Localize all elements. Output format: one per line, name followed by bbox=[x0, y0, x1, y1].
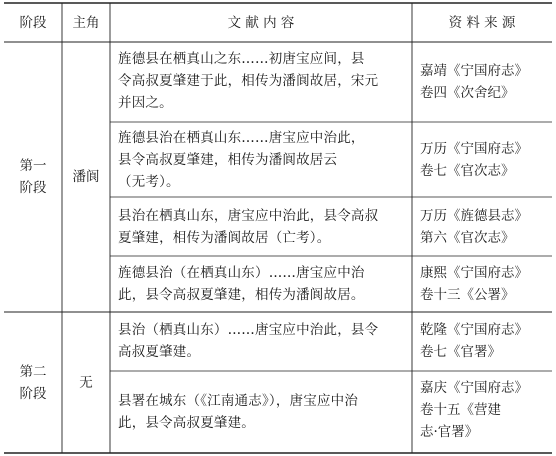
source-cell bbox=[412, 205, 552, 249]
header-stage: 阶段 bbox=[19, 14, 47, 31]
source-cell bbox=[412, 377, 552, 443]
source-line: 志·官署》 bbox=[420, 424, 479, 440]
stage-label-line: 阶段 bbox=[19, 180, 47, 196]
protagonist-1: 潘阆 bbox=[72, 169, 100, 185]
content-line: 此，县令高叔夏肇建。 bbox=[118, 415, 255, 431]
content-line: 县治（栖真山东）……唐宝应中治此，县令 bbox=[118, 322, 379, 338]
source-line: 卷七《官署》 bbox=[420, 344, 501, 360]
source-line: 卷十三《公署》 bbox=[420, 287, 515, 303]
protagonist-2: 无 bbox=[79, 374, 93, 391]
source-line: 卷十五《营建 bbox=[420, 402, 501, 418]
content-line: 并因之。 bbox=[118, 95, 173, 111]
source-cell bbox=[412, 319, 552, 363]
content-line: 县令高叔夏肇建，相传为潘阆故居云 bbox=[118, 152, 338, 168]
source-line: 嘉靖《宁国府志》 bbox=[420, 63, 528, 79]
stage-label-line: 第一 bbox=[19, 158, 47, 174]
source-line: 第六《官次志》 bbox=[420, 230, 515, 246]
content-line: 旌德县在栖真山之东……初唐宝应间，县 bbox=[118, 51, 365, 67]
header-protagonist: 主角 bbox=[72, 14, 100, 31]
content-line: 县治在栖真山东，唐宝应中治此，县令高叔 bbox=[118, 208, 379, 224]
content-cell bbox=[110, 48, 412, 114]
source-line: 万历《旌德县志》 bbox=[420, 208, 528, 224]
source-line: 嘉庆《宁国府志》 bbox=[420, 380, 528, 396]
source-line: 万历《宁国府志》 bbox=[420, 141, 528, 157]
stage-label-2 bbox=[4, 312, 62, 453]
content-line: 旌德县治（在栖真山东）……唐宝应中治 bbox=[118, 265, 365, 281]
stage-label-1 bbox=[4, 42, 62, 312]
source-line: 卷四《次舍纪》 bbox=[420, 85, 515, 101]
content-line: 夏肇建，相传为潘阆故居（亡考）。 bbox=[118, 230, 331, 246]
content-cell bbox=[110, 319, 412, 363]
content-line: 县署在城东（《江南通志》），唐宝应中治 bbox=[118, 393, 359, 409]
content-line: （无考）。 bbox=[118, 174, 180, 190]
source-line: 康熙《宁国府志》 bbox=[420, 265, 528, 281]
header-source: 资 料 来 源 bbox=[448, 14, 516, 31]
source-cell bbox=[412, 262, 552, 306]
stage-label-line: 阶段 bbox=[19, 385, 47, 402]
content-line: 令高叔夏肇建于此，相传为潘阆故居，宋元 bbox=[118, 73, 379, 89]
content-cell bbox=[110, 390, 412, 434]
source-line: 乾隆《宁国府志》 bbox=[420, 322, 528, 338]
content-line: 此，县令高叔夏肇建，相传为潘阆故居。 bbox=[118, 287, 365, 303]
content-cell bbox=[110, 205, 412, 249]
content-line: 高叔夏肇建。 bbox=[118, 344, 201, 360]
content-cell bbox=[110, 127, 412, 193]
content-line: 旌德县治在栖真山东……唐宝应中治此， bbox=[118, 130, 365, 146]
source-cell bbox=[412, 138, 552, 182]
content-cell bbox=[110, 262, 412, 306]
source-line: 卷七《官次志》 bbox=[420, 163, 515, 179]
header-content: 文 献 内 容 bbox=[227, 14, 295, 31]
stage-label-line: 第二 bbox=[19, 363, 47, 380]
source-cell bbox=[412, 60, 552, 104]
